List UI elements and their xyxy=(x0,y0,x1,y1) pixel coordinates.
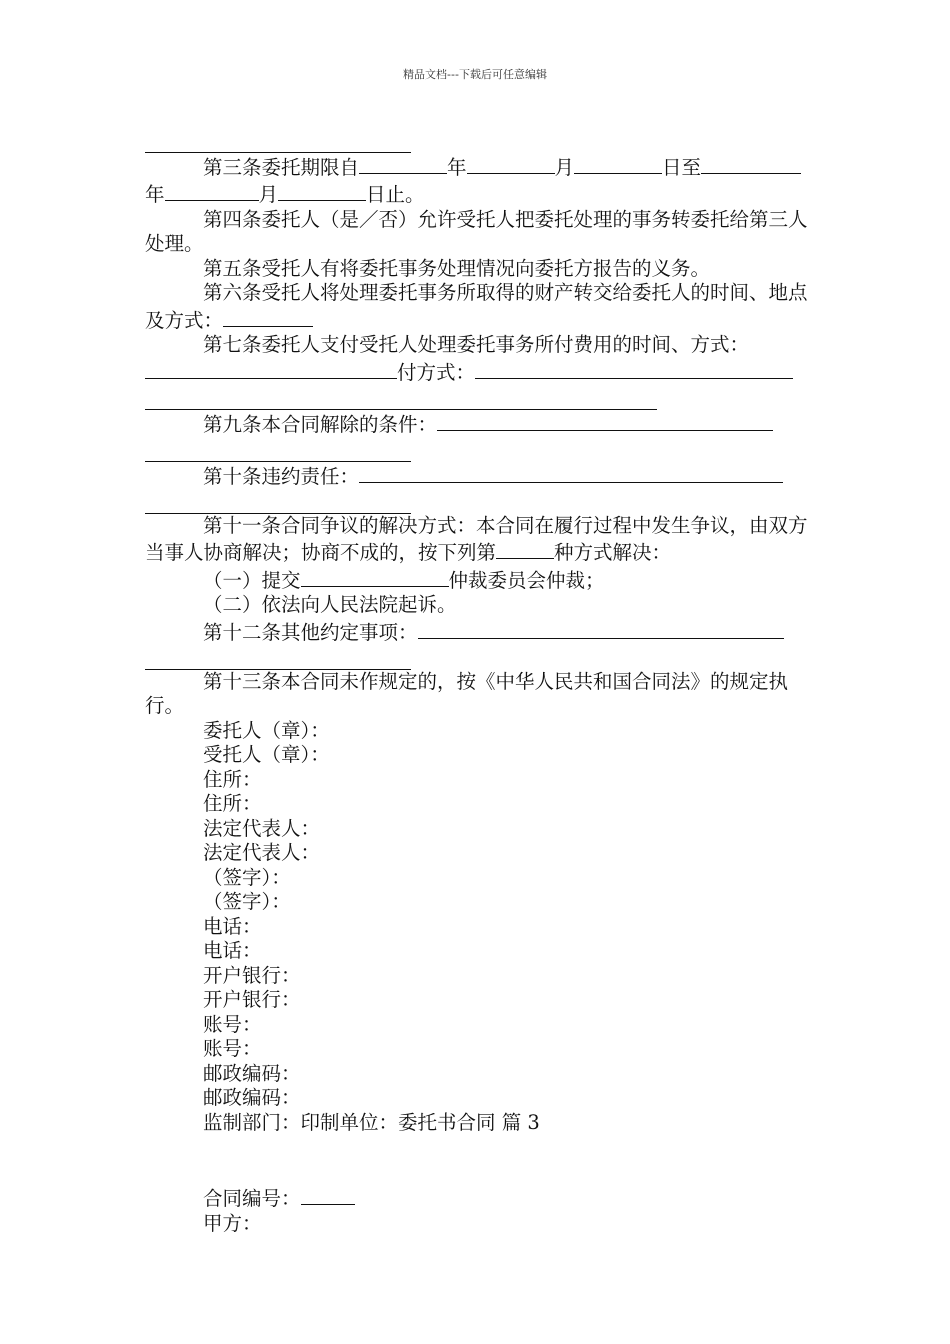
sign-line: 电话： xyxy=(203,939,262,962)
blank-line xyxy=(145,437,411,462)
blank-day xyxy=(574,153,662,174)
blank-art12 xyxy=(418,618,784,639)
document-body xyxy=(145,128,809,1236)
art10-text: 第十条违约责任： xyxy=(203,464,360,488)
blank-line-long xyxy=(145,385,657,410)
art11-tail: 种方式解决： xyxy=(554,541,672,564)
art6-text: 第六条受托人将处理委托事务所取得的财产转交给委托人的时间、地点及方式： xyxy=(145,281,808,332)
blank-line xyxy=(145,645,411,670)
blank-year xyxy=(359,153,447,174)
article-10 xyxy=(145,462,809,490)
opt1-a: （一）提交 xyxy=(203,568,301,592)
article-7 xyxy=(145,333,809,385)
art3-year: 年 xyxy=(447,155,467,179)
article-6 xyxy=(145,281,809,333)
blank-day-2 xyxy=(278,180,366,201)
blank-arbitration xyxy=(301,566,449,587)
blank-year-2b xyxy=(781,153,801,174)
sign-line: 受托人（章）： xyxy=(203,743,330,766)
sign-line: 开户银行： xyxy=(203,988,301,1011)
art3-year-2: 年 xyxy=(145,183,165,206)
art11-text: 第十一条合同争议的解决方式：本合同在履行过程中发生争议，由双方当事人协商解决；协商不成的，按下列第 xyxy=(145,513,808,564)
sign-line: （签字）： xyxy=(203,865,291,889)
article-11-option-2: （二）依法向人民法院起诉。 xyxy=(203,593,457,616)
art7-mid: 付方式： xyxy=(397,360,476,384)
blank-art11-option xyxy=(496,538,554,559)
blank-month-2 xyxy=(165,180,259,201)
contract-number-label: 合同编号： xyxy=(203,1187,301,1210)
article-11-option-1 xyxy=(145,566,809,594)
blank-art7-method xyxy=(475,358,793,379)
sign-line: 开户银行： xyxy=(203,963,301,987)
contract-number xyxy=(145,1184,809,1212)
sign-line: 委托人（章）： xyxy=(203,718,330,742)
sign-line: 法定代表人： xyxy=(203,816,321,840)
opt1-b: 仲裁委员会仲裁； xyxy=(448,568,605,592)
blank-contract-number xyxy=(301,1184,355,1205)
art12-text: 第十二条其他约定事项： xyxy=(203,620,418,644)
sign-line: 账号： xyxy=(203,1037,262,1060)
art3-day-to: 日至 xyxy=(662,155,702,179)
blank-art6 xyxy=(223,306,313,327)
art3-end: 日止。 xyxy=(366,183,425,206)
article-3 xyxy=(145,153,809,208)
blank-year-2a xyxy=(701,153,781,174)
sign-line: 住所： xyxy=(203,767,262,791)
signature-block xyxy=(145,719,809,1136)
page-header: 精品文档---下载后可任意编辑 xyxy=(403,68,547,81)
sign-line: 住所： xyxy=(203,792,262,815)
article-13: 第十三条本合同未作规定的，按《中华人民共和国合同法》的规定执行。 xyxy=(145,669,789,717)
sign-line: 邮政编码： xyxy=(203,1061,301,1085)
blank-art10 xyxy=(359,462,783,483)
blank-line xyxy=(145,489,411,514)
article-11 xyxy=(145,514,809,566)
party-a: 甲方： xyxy=(203,1211,262,1235)
sign-line: 账号： xyxy=(203,1012,262,1036)
blank-line xyxy=(145,128,411,153)
blank-art9 xyxy=(437,410,773,431)
article-4: 第四条委托人（是／否）允许受托人把委托处理的事务转委托给第三人处理。 xyxy=(145,207,808,255)
art3-month: 月 xyxy=(554,155,575,179)
article-9 xyxy=(145,410,809,438)
art7-text: 第七条委托人支付受托人处理委托事务所付费用的时间、方式： xyxy=(203,333,750,356)
art9-text: 第九条本合同解除的条件： xyxy=(203,412,438,436)
sign-line: （签字）： xyxy=(203,890,291,913)
sign-line: 邮政编码： xyxy=(203,1086,301,1109)
blank-month xyxy=(467,153,555,174)
article-5: 第五条受托人有将委托事务处理情况向委托方报告的义务。 xyxy=(203,256,711,280)
spacer xyxy=(145,1135,809,1184)
article-12 xyxy=(145,618,809,646)
art3-month-2: 月 xyxy=(258,183,279,206)
blank-art7-time xyxy=(145,358,397,379)
sign-line: 电话： xyxy=(203,914,262,938)
sign-line: 监制部门：印制单位：委托书合同 篇 3 xyxy=(203,1110,540,1134)
sign-line: 法定代表人： xyxy=(203,841,321,864)
art3-text: 第三条委托期限自 xyxy=(203,155,360,179)
